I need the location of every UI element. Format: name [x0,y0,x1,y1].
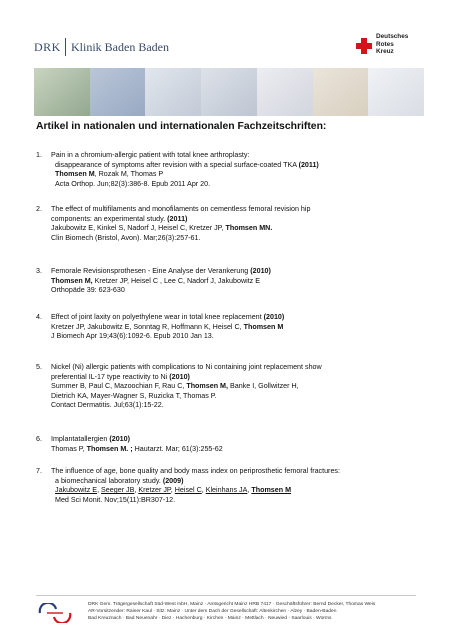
article-title: The effect of multifilaments and monofilaments on cementless femoral revision hip [51,205,311,213]
footer-line: DRK Gem. Trägergesellschaft Süd-West mbH, Mainz · Amtsgericht Mainz HRB 7417 · Geschäftsführer: Bernd Decker, Thomas Weis [88,602,376,607]
article-title: The influence of age, bone quality and body mass index on periprosthetic femoral fractures: [51,467,340,475]
article-authors: Jakubowitz E, Kinkel S, Nadorf J, Heisel C, Kretzer JP, Thomsen MN. [51,224,273,232]
article-source: Clin Biomech (Bristol, Avon). Mar;26(3):257-61. [51,233,201,242]
article-authors: Summer B, Paul C, Mazoochian F, Rau C, Thomsen M, Banke I, Gollwitzer H, [51,382,299,390]
article-year: (2011) [298,160,319,169]
footer-line: Bad Kreuznach · Bad Neuenahr · Diez · Hachenburg · Kirchen · Mainz · Mettlach · Neuwied · Saarlouis · Worms [88,616,332,621]
item-number: 5. [36,363,42,371]
item-number: 6. [36,435,42,443]
article-source: Contact Dermatitis. Jul;63(1):15-22. [51,401,164,409]
drk-line: Kreuz [376,48,394,55]
author-link[interactable]: Kleinhans JA [205,486,248,494]
article-year: (2010) [169,372,190,381]
author-link[interactable]: Heisel C [174,486,202,494]
drk-line: Deutsches [376,33,409,40]
logo-divider [65,38,66,56]
article-source: Acta Orthop. Jun;82(3):386-8. Epub 2011 Apr 20. [55,179,211,188]
article-authors: Jakubowitz E, Seeger JB, Kretzer JP, Heisel C, Kleinhans JA, Thomsen M [55,486,292,494]
article-year: (2010) [250,267,271,275]
article-authors-cont: Dietrich KA, Mayer-Wagner S, Ruzicka T, Thomas P. [51,391,217,400]
item-number: 1. [36,151,42,159]
item-number: 4. [36,313,42,321]
author-link[interactable]: Seeger JB [101,486,135,494]
article-authors: Thomsen M, Rozak M, Thomas P [55,170,164,178]
logo-name: Klinik Baden Baden [71,40,169,54]
footer-line: AR-Vorsitzender: Rainer Kaul · Sitz: Mainz · Unter dem Dach der Gesellschaft: Altenkirchen · Alzey · Baden-Baden [88,609,337,614]
item-number: 7. [36,467,42,475]
footer-divider [36,595,416,596]
article-authors: Thomas P, Thomsen M. ; Hautarzt. Mar; 61(3):255-62 [51,444,223,453]
author-link[interactable]: Jakubowitz E [55,486,98,494]
author-link[interactable]: Kretzer JP [138,486,171,494]
drk-wordmark [376,33,408,56]
article-title-cont: a biomechanical laboratory study. (2009) [55,476,184,485]
article-year: (2009) [162,476,184,485]
item-number: 2. [36,205,42,213]
article-year: (2010) [263,313,285,321]
article-title: Nickel (Ni) allergic patients with complications to Ni containing joint replacement show [51,363,322,371]
footer-legal-text [88,601,428,622]
article-title: Pain in a chromium-allergic patient with total knee arthroplasty: [51,151,250,159]
item-number: 3. [36,267,42,275]
article-authors: Kretzer JP, Jakubowitz E, Sonntag R, Hoffmann K, Heisel C, Thomsen M [51,322,284,331]
article-title-cont: disappearance of symptoms after revision with a special surface-coated TKA (2011) [55,160,319,169]
logo-abbr: DRK [34,40,61,54]
article-title: Implantatallergien (2010) [51,435,131,443]
article-authors: Thomsen M, Kretzer JP, Heisel C , Lee C, Nadorf J, Jakubowitz E [51,276,261,285]
article-title: Femorale Revisionsprothesen - Eine Analyse der Verankerung (2010) [51,267,271,275]
article-title: Effect of joint laxity on polyethylene wear in total knee replacement (2010) [51,313,285,321]
company-logo-icon [38,603,72,623]
article-source: Orthopäde 39: 623-630 [51,286,125,294]
author-link[interactable]: Thomsen M [251,486,292,494]
article-source: J Biomech Apr 19;43(6):1092-6. Epub 2010 Jan 13. [51,332,214,340]
page-header [34,30,424,68]
page-title: Artikel in nationalen und internationalen Fachzeitschriften: [36,121,327,132]
article-year: (2010) [109,435,131,443]
red-cross-icon [356,38,372,54]
article-title-cont: components: an experimental study. (2011) [51,214,188,223]
article-title-cont: preferential IL-17 type reactivity to Ni (2010) [51,372,190,381]
article-source: Med Sci Monit. Nov;15(11):BR307-12. [55,495,176,504]
drk-line: Rotes [376,40,394,48]
article-year: (2011) [167,214,188,223]
